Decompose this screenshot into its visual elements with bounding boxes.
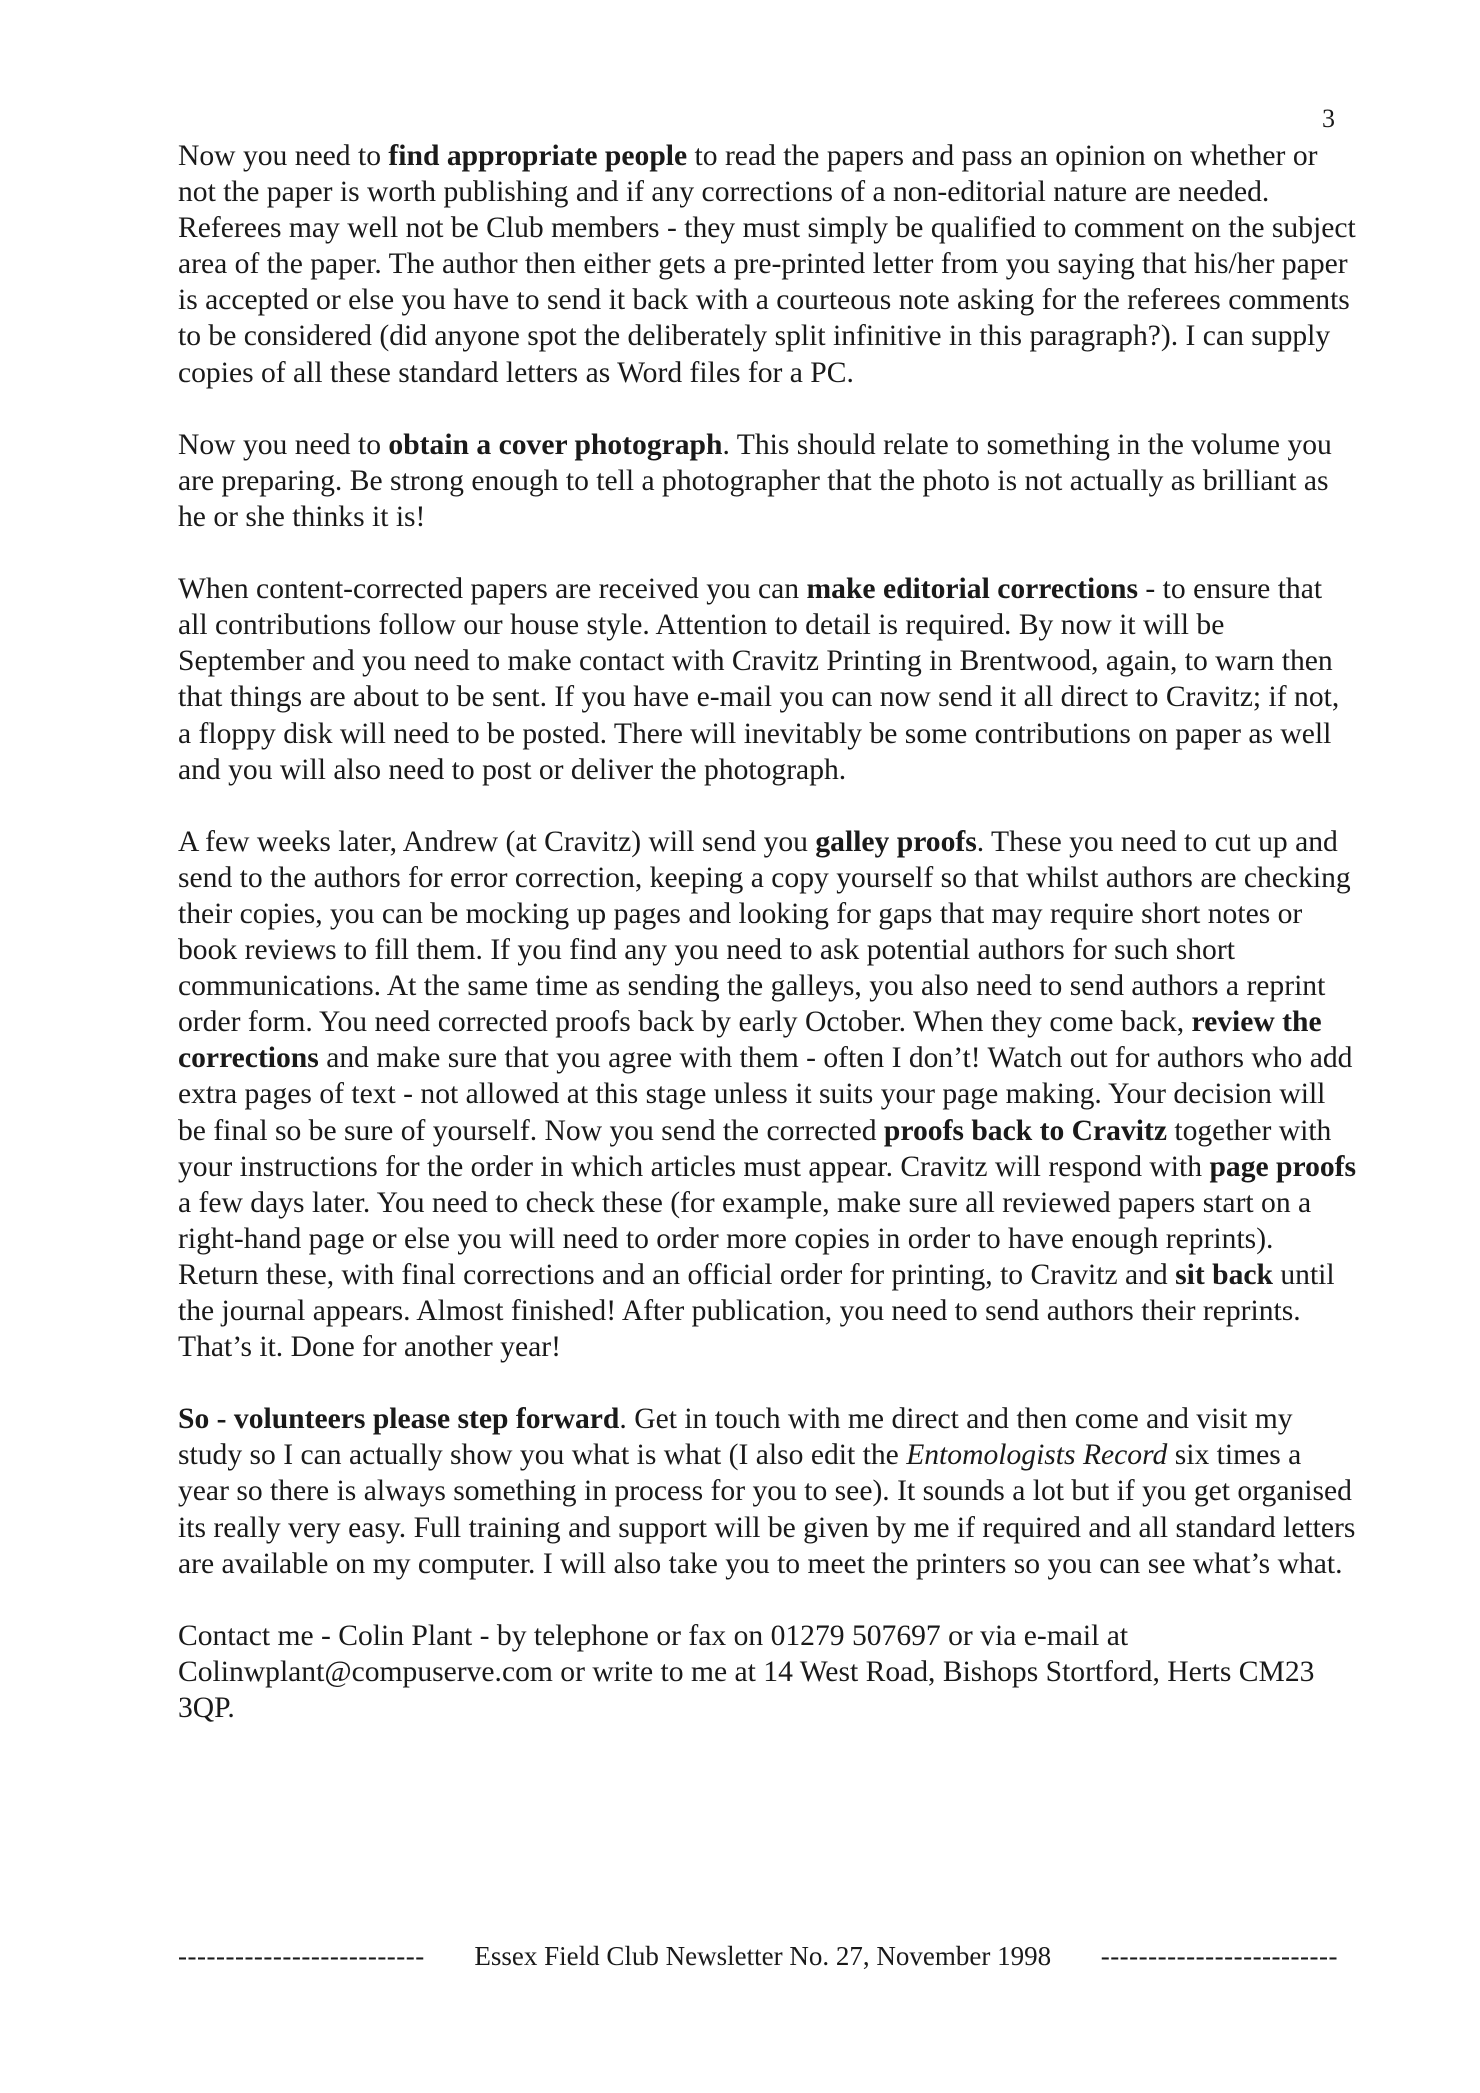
text-run: . These you need to cut up and send to the authors for error correction, keeping a copy yourself so that whilst authors are checking their copies, you can be mocking up pages and looking for gaps that may require short notes or book reviews to fill them. If you find any you need to ask potential authors for such short communications. At the same time as sending the galleys, you also need to send authors a reprint order form. You need corrected proofs back by early October. When they come back, [178,825,1351,1039]
text-run: to read the papers and pass an opinion on whether or not the paper is worth publishing and if any corrections of a non-editorial nature are needed. Referees may well not be Club members - they must simply be qualified to comment on the subject area of the paper. The author then either gets a pre-printed letter from you saying that his/her paper is accepted or else you have to send it back with a courteous note asking for the referees comments to be considered (did anyone spot the deliberately split infinitive in this paragraph?). I can supply copies of all these standard letters as Word files for a PC. [178,140,1356,389]
paragraph-galley-proofs [178,824,1358,1365]
page-number: 3 [1322,104,1335,133]
emphasis-text: galley proofs [815,825,977,858]
emphasis-text: sit back [1175,1258,1273,1291]
emphasis-text: So - volunteers please step forward [178,1403,620,1436]
italic-title: Entomologists Record [906,1439,1168,1472]
text-run: and make sure that you agree with them - often I don’t! Watch out for authors who add extra pages of text - not allowed at this stage unless it suits your page making. Your decision will be final so be sure of yourself. Now you send the corrected [178,1042,1353,1147]
text-run: Now you need to [178,140,389,172]
text-run: - to ensure that all contributions follow our house style. Attention to detail is required. By now it will be September and you need to make contact with Cravitz Printing in Brentwood, again, to warn then that things are about to be sent. If you have e-mail you can now send it all direct to Cravitz; if not, a floppy disk will need to be posted. There will inevitably be some contributions on paper as well and you will also need to post or deliver the photograph. [178,573,1340,786]
footer [178,1940,1338,1972]
text-run: . Get in touch with me direct and then come and visit my study so I can actually show you what is what (I also edit the [178,1403,1293,1472]
emphasis-text: review the corrections [178,1006,1322,1075]
footer-publication-info: Essex Field Club Newsletter No. 27, November 1998 [474,1941,1052,1971]
text-run: Contact me - Colin Plant - by telephone or fax on 01279 507697 or via e-mail at Colinwplant@compuserve.com or write to me at 14 West Road, Bishops Stortford, Herts CM23 3QP. [178,1619,1315,1725]
text-run: a few days later. You need to check these (for example, make sure all reviewed papers start on a right-hand page or else you will need to order more copies in order to have enough reprints). Return these, with final corrections and an official order for printing, to Cravitz and [178,1186,1312,1291]
paragraph-contact [178,1618,1358,1726]
paragraph-cover-photograph [178,427,1358,535]
footer-right-rule: ------------------------- [1100,1941,1338,1971]
emphasis-text: page proofs [1209,1150,1357,1183]
emphasis-text: make editorial corrections [806,573,1138,606]
text-run: together with your instructions for the order in which articles must appear. Cravitz will respond with [178,1114,1332,1183]
text-run: A few weeks later, Andrew (at Cravitz) will send you [178,825,816,858]
paragraph-editorial-corrections [178,571,1358,788]
text-run: Now you need to [178,428,389,461]
emphasis-text: find appropriate people [388,140,688,172]
article-body [178,138,1358,1762]
emphasis-text: proofs back to Cravitz [883,1114,1167,1147]
paragraph-volunteers [178,1401,1358,1581]
emphasis-text: obtain a cover photograph [388,428,723,461]
paragraph-referees [178,138,1358,391]
text-run: . This should relate to something in the volume you are preparing. Be strong enough to tell a photographer that the photo is not actually as brilliant as he or she thinks it is! [178,428,1332,533]
text-run: six times a year so there is always something in process for you to see). It sounds a lot but if you get organised its really very easy. Full training and support will be given by me if required and all standard letters are available on my computer. I will also take you to meet the printers so you can see what’s what. [178,1439,1356,1580]
text-run: When content-corrected papers are received you can [178,573,807,606]
text-run: until the journal appears. Almost finished! After publication, you need to send authors their reprints. That’s it. Done for another year! [178,1258,1335,1364]
footer-left-rule: -------------------------- [178,1941,425,1971]
